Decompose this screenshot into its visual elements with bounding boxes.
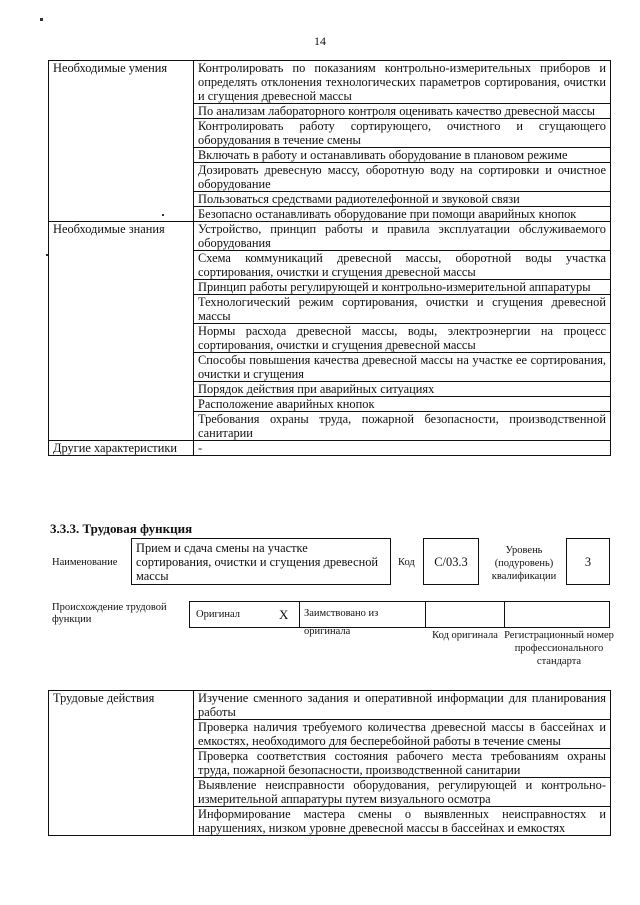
row-label: Необходимые знания [49, 222, 194, 441]
row-label: Трудовые действия [49, 691, 194, 836]
scan-speck [40, 18, 43, 21]
row-item: Требования охраны труда, пожарной безопасности, производственной санитарии [194, 412, 611, 441]
code-original-caption: Код оригинала [432, 630, 498, 641]
row-item: Расположение аварийных кнопок [194, 397, 611, 412]
code-value: С/03.3 [423, 538, 479, 585]
reg-number-caption: Регистрационный номер профессионального стандарта [504, 630, 614, 667]
name-label: Наименование [52, 557, 118, 568]
row-item: Устройство, принцип работы и правила эксплуатации обслуживаемого оборудования [194, 222, 611, 251]
row-item: Пользоваться средствами радиотелефонной и звуковой связи [194, 192, 611, 207]
table-row [49, 61, 611, 104]
level-label: Уровень (подуровень) квалификации [491, 545, 557, 582]
row-label: Другие характеристики [49, 441, 194, 456]
level-value: 3 [566, 538, 610, 585]
row-item: Принцип работы регулирующей и контрольно-измерительной аппаратуры [194, 280, 611, 295]
row-item: Проверка наличия требуемого количества древесной массы в бассейнах и емкостях, необходимого для бесперебойной работы в течение смены [194, 720, 611, 749]
origin-label: Происхождение трудовой функции [52, 602, 167, 625]
row-item: Проверка соответствия состояния рабочего места требованиям охраны труда, пожарной безопасности, производственной санитарии [194, 749, 611, 778]
row-item: Выявление неисправности оборудования, регулирующей и контрольно-измерительной аппаратуры путем визуального осмотра [194, 778, 611, 807]
row-label: Необходимые умения [49, 61, 194, 222]
reg-number-cell [504, 601, 610, 628]
row-item: Технологический режим сортирования, очистки и сгущения древесной массы [194, 295, 611, 324]
row-item: Информирование мастера смены о выявленных неисправностях и нарушениях, низком уровне древесной массы в бассейнах и емкостях [194, 807, 611, 836]
row-item: По анализам лабораторного контроля оценивать качество древесной массы [194, 104, 611, 119]
row-item: Дозировать древесную массу, оборотную воду на сортировки и очистное оборудование [194, 163, 611, 192]
row-item: Нормы расхода древесной массы, воды, электроэнергии на процесс сортирования, очистки и сгущения древесной массы [194, 324, 611, 353]
row-item: Безопасно останавливать оборудование при помощи аварийных кнопок [194, 207, 611, 222]
code-original-cell [425, 601, 505, 628]
row-item: Контролировать работу сортирующего, очистного и сгущающего оборудования в течение смены [194, 119, 611, 148]
table-row [49, 441, 611, 456]
row-item: Порядок действия при аварийных ситуациях [194, 382, 611, 397]
section-title: 3.3.3. Трудовая функция [50, 521, 193, 536]
row-item: Схема коммуникаций древесной массы, оборотной воды участка сортирования, очистки и сгущения древесной массы [194, 251, 611, 280]
requirements-table [48, 60, 611, 456]
original-label: Оригинал [196, 609, 240, 620]
row-item: Способы повышения качества древесной массы на участке ее сортирования, очистки и сгущения [194, 353, 611, 382]
function-name: Прием и сдача смены на участке сортирования, очистки и сгущения древесной массы [131, 538, 391, 585]
table-row [49, 691, 611, 720]
borrowed-label: Заимствовано из оригинала [304, 608, 379, 637]
actions-table [48, 690, 611, 836]
row-item: - [194, 441, 611, 456]
code-label: Код [398, 557, 415, 568]
original-mark: X [279, 607, 289, 622]
row-item: Контролировать по показаниям контрольно-измерительных приборов и определять отклонения технологических параметров сортирования, очистки и сгущения древесной массы [194, 61, 611, 104]
row-item: Изучение сменного задания и оперативной информации для планирования работы [194, 691, 611, 720]
borrowed-cell [299, 601, 426, 637]
table-row [49, 222, 611, 251]
row-item: Включать в работу и останавливать оборудование в плановом режиме [194, 148, 611, 163]
page-number: 14 [314, 34, 326, 48]
original-cell [189, 601, 300, 628]
